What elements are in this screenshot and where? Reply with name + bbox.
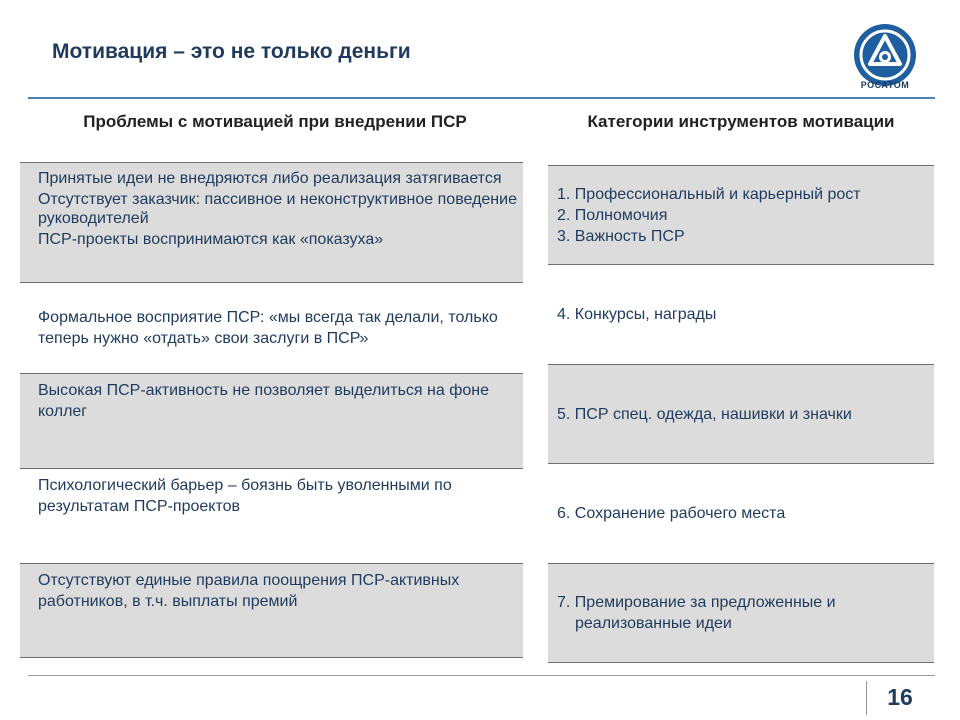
problem-row-1 bbox=[20, 162, 523, 283]
problem-text: Психологический барьер – боязнь быть уволенными по результатам ПСР-проектов bbox=[38, 477, 452, 515]
footer-divider bbox=[28, 675, 935, 676]
category-text: 1. Профессиональный и карьерный рост bbox=[557, 185, 861, 203]
category-text: 6. Сохранение рабочего места bbox=[557, 505, 786, 522]
category-row-2 bbox=[548, 265, 934, 364]
category-text: 2. Полномочия bbox=[557, 206, 668, 224]
problem-text: Отсутствует заказчик: пассивное и неконструктивное поведение руководителей bbox=[38, 191, 517, 227]
logo-text: РОСАТОМ bbox=[860, 80, 910, 90]
page-number: 16 bbox=[887, 684, 913, 710]
problem-text: Высокая ПСР-активность не позволяет выделиться на фоне коллег bbox=[38, 382, 489, 420]
category-text: 5. ПСР спец. одежда, нашивки и значки bbox=[557, 405, 852, 423]
category-row-3 bbox=[548, 364, 934, 464]
page-title: Мотивация – это не только деньги bbox=[52, 40, 411, 63]
problem-row-4 bbox=[20, 469, 523, 563]
problem-text: Формальное восприятие ПСР: «мы всегда так делали, только теперь нужно «отдать» свои заслуги в ПСР» bbox=[38, 309, 498, 347]
category-text: 7. Премирование за предложенные и bbox=[557, 594, 836, 611]
problem-text: Отсутствуют единые правила поощрения ПСР-активных работников, в т.ч. выплаты премий bbox=[38, 572, 460, 610]
title-divider bbox=[28, 97, 935, 99]
problem-text: Принятые идеи не внедряются либо реализация затягивается bbox=[38, 170, 502, 187]
category-row-1 bbox=[548, 165, 934, 265]
problem-row-5 bbox=[20, 563, 523, 658]
left-column-heading: Проблемы с мотивацией при внедрении ПСР bbox=[83, 112, 467, 131]
problem-text: ПСР-проекты воспринимаются как «показуха» bbox=[38, 231, 384, 248]
category-text: реализованные идеи bbox=[575, 615, 732, 632]
problem-row-3 bbox=[20, 373, 523, 469]
category-text: 3. Важность ПСР bbox=[557, 227, 685, 245]
category-row-5 bbox=[548, 563, 934, 663]
category-text: 4. Конкурсы, награды bbox=[557, 306, 717, 323]
page-number-separator bbox=[866, 681, 867, 715]
problem-row-2 bbox=[20, 283, 523, 373]
right-column-heading: Категории инструментов мотивации bbox=[587, 112, 895, 131]
category-row-4 bbox=[548, 464, 934, 563]
